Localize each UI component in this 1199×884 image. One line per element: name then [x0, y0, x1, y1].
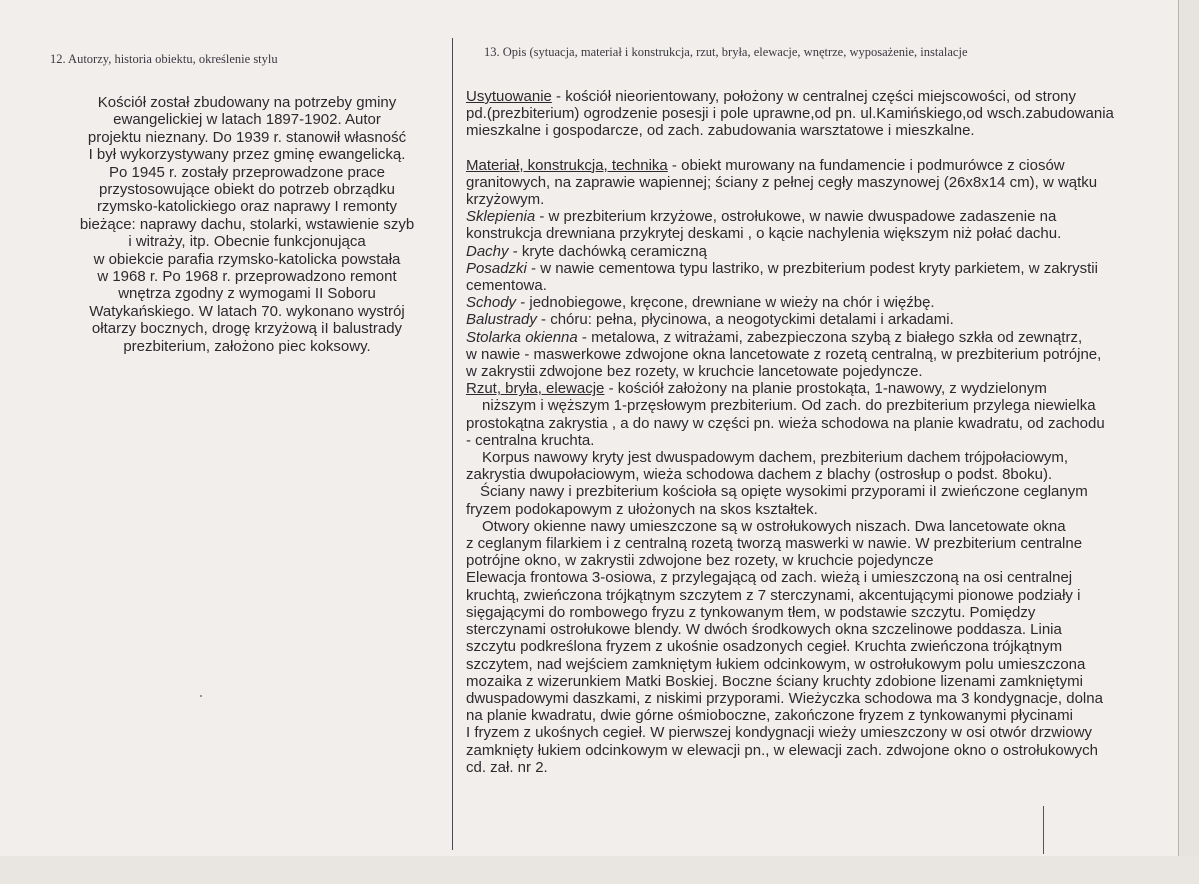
text-line: szczytem, nad wejściem zamkniętym łukiem odcinkowym, w ostrołukowym polu umieszczona: [466, 655, 1086, 673]
text-line: i witraży, itp. Obecnie funkcjonująca: [128, 233, 366, 251]
posadzki-label: Posadzki: [466, 259, 527, 277]
text-line: [466, 311, 1178, 328]
text-line: w nawie - maswerkowe zdwojone okna lancetowate z rozetą centralną, w prezbiterium potrójne,: [466, 345, 1102, 363]
text-line: z ceglanym filarkiem i z centralną rozetą tworzą maswerki w nawie. W prezbiterium centralne: [466, 535, 1083, 553]
text-line: cd. zał. nr 2.: [466, 758, 548, 776]
dachy-label: Dachy: [466, 242, 509, 260]
text-line: Kościół został zbudowany na potrzeby gminy: [97, 94, 397, 111]
text-line: kruchtą, zwieńczona trójkątnym szczytem z 7 sterczynami, akcentującymi pionowe podziały i: [466, 586, 1081, 604]
history-text: [62, 94, 432, 355]
scan-margin: [0, 856, 1199, 884]
text-line: pd.(prezbiterium) ogrodzenie posesji i pole uprawne,od pn. ul.Kamińskiego,od wsch.zabudowania: [466, 105, 1114, 123]
text-line: fryzem podokapowym z ułożonych na skos kształtek.: [466, 500, 818, 518]
text-line: konstrukcja drewniana przykrytej deskami , o kącie nachylenia większym niż połać dachu.: [466, 225, 1062, 243]
text-fragment: - w prezbiterium krzyżowe, ostrołukowe, w nawie dwuspadowe zadaszenie na: [535, 208, 1057, 226]
section-12-heading: 12. Autorzy, historia obiektu, określenie stylu: [50, 52, 278, 66]
text-fragment: - obiekt murowany na fundamencie i podmurówce z ciosów: [667, 156, 1065, 174]
text-line: [466, 380, 1178, 397]
text-line: mozaika z wizerunkiem Matki Boskiej. Boczne ściany kruchty zdobione lizenami zamkniętymi: [466, 672, 1083, 690]
text-line: [466, 157, 1178, 174]
text-line: zamknięty łukiem odcinkowym w elewacji pn., w elewacji zach. zdwojone okno o ostrołukowych: [466, 741, 1098, 759]
text-line: Po 1945 r. zostały przeprowadzone prace: [109, 163, 385, 181]
text-fragment: - metalowa, z witrażami, zabezpieczona szybą z białego szkła od zewnątrz,: [577, 328, 1083, 346]
text-line: prezbiterium, założono piec koksowy.: [123, 337, 371, 355]
text-line: Elewacja frontowa 3-osiowa, z przylegającą od zach. wieżą i umieszczoną na osi centralnej: [466, 569, 1073, 587]
text-line: ewangelickiej w latach 1897-1902. Autor: [113, 111, 381, 129]
text-line: Ściany nawy i prezbiterium kościoła są opięte wysokimi przyporami iI zwieńczone ceglanym: [480, 483, 1088, 501]
scan-speck: [200, 695, 202, 697]
text-line: przystosowujące obiekt do potrzeb obrządku: [98, 181, 395, 199]
text-line: Otwory okienne nawy umieszczone są w ostrołukowych niszach. Dwa lancetowate okna: [482, 517, 1066, 535]
text-line: potrójne okno, w zakrystii zdwojone bez rozety, w kruchcie pojedyncze: [466, 552, 934, 570]
text-line: w obiekcie parafia rzymsko-katolicka powstała: [93, 250, 401, 268]
text-line: prostokątna zakrystia , a do nawy w części pn. wieża schodowa na planie kwadratu, od zachodu: [466, 414, 1105, 432]
text-line: szczytu podkreślona fryzem z ukośnie osadzonych cegieł. Kruchta zwieńczona trójkątnym: [466, 638, 1063, 656]
text-line: rzymsko-katolickiego oraz naprawy I remonty: [96, 198, 398, 216]
text-fragment: - kościół założony na planie prostokąta, 1-nawowy, z wydzielonym: [604, 380, 1047, 398]
text-line: dwuspadowymi daszkami, z niskimi przyporami. Wieżyczka schodowa ma 3 kondygnacje, dolna: [466, 689, 1103, 707]
description-text: [466, 88, 1178, 776]
text-line: - centralna kruchta.: [466, 431, 595, 449]
text-line: wnętrza zgodny z wymogami II Soboru: [118, 285, 376, 303]
text-line: sterczynami ostrołukowe blendy. W dwóch środkowych okna szczelinowe poddasza. Linia: [466, 621, 1062, 639]
text-line: [466, 329, 1178, 346]
text-line: niższym i węższym 1-przęsłowym prezbiterium. Od zach. do prezbiterium przylega niewielka: [482, 397, 1096, 415]
text-line: ołtarzy bocznych, drogę krzyżową iI balustrady: [91, 320, 403, 338]
material-label: Materiał, konstrukcja, technika: [466, 156, 668, 174]
text-line: bieżące: naprawy dachu, stolarki, wstawienie szyb: [79, 215, 415, 233]
column-divider: [452, 38, 453, 850]
text-line: Watykańskiego. W latach 70. wykonano wystrój: [89, 302, 405, 320]
text-line: krzyżowym.: [466, 191, 545, 209]
stolarka-label: Stolarka okienna: [466, 328, 578, 346]
text-line: w zakrystii zdwojone bez rozety, w kruchcie lancetowate pojedyncze.: [466, 363, 923, 381]
text-line: Korpus nawowy kryty jest dwuspadowym dachem, prezbiterium dachem trójpołaciowym,: [482, 449, 1069, 467]
text-line: projektu nieznany. Do 1939 r. stanowił własność: [87, 128, 407, 146]
text-line: cementowa.: [466, 277, 547, 295]
scan-mark: [1043, 806, 1044, 854]
text-line: [466, 294, 1178, 311]
text-fragment: - jednobiegowe, kręcone, drewniane w wieży na chór i więźbę.: [516, 294, 935, 312]
text-line: sięgającymi do rombowego fryzu z tynkowanym tłem, w podstawie szczytu. Pomiędzy: [466, 603, 1036, 621]
balustrady-label: Balustrady: [466, 311, 537, 329]
text-fragment: - kryte dachówką ceramiczną: [508, 242, 707, 260]
sklepienia-label: Sklepienia: [466, 208, 536, 226]
schody-label: Schody: [466, 294, 517, 312]
text-fragment: - chóru: pełna, płycinowa, a neogotyckimi detalami i arkadami.: [536, 311, 954, 329]
text-line: zakrystia dwupołaciowym, wieża schodowa dachem z blachy (ostrosłup o podst. 8boku).: [466, 466, 1053, 484]
text-line: [466, 260, 1178, 277]
text-line: [466, 208, 1178, 225]
usytuowanie-label: Usytuowanie: [466, 88, 552, 105]
rzut-label: Rzut, bryła, elewacje: [466, 380, 605, 398]
text-fragment: - kościół nieorientowany, położony w centralnej części miejscowości, od strony: [551, 88, 1077, 105]
text-line: [466, 243, 1178, 260]
text-line: I fryzem z ukośnych cegieł. W pierwszej kondygnacji wieży umieszczony w osi otwór drzwiowy: [466, 724, 1093, 742]
section-13-heading: 13. Opis (sytuacja, materiał i konstrukcja, rzut, bryła, elewacje, wnętrze, wyposażenie, instalacje: [484, 45, 968, 59]
text-line: mieszkalne i gospodarcze, od zach. zabudowania warsztatowe i mieszkalne.: [466, 122, 975, 140]
text-line: w 1968 r. Po 1968 r. przeprowadzono remont: [97, 268, 397, 286]
text-line: [466, 88, 1178, 105]
text-fragment: - w nawie cementowa typu lastriko, w prezbiterium podest kryty parkietem, w zakrystii: [526, 259, 1098, 277]
paragraph-gap: [466, 140, 1178, 157]
text-line: I był wykorzystywany przez gminę ewangelicką.: [88, 146, 406, 164]
text-line: na planie kwadratu, dwie górne ośmioboczne, zakończone fryzem z tynkowanymi płycinami: [466, 707, 1073, 725]
page-edge: [1178, 0, 1199, 884]
text-line: granitowych, na zaprawie wapiennej; ściany z pełnej cegły maszynowej (26x8x14 cm), w wątku: [466, 173, 1098, 191]
